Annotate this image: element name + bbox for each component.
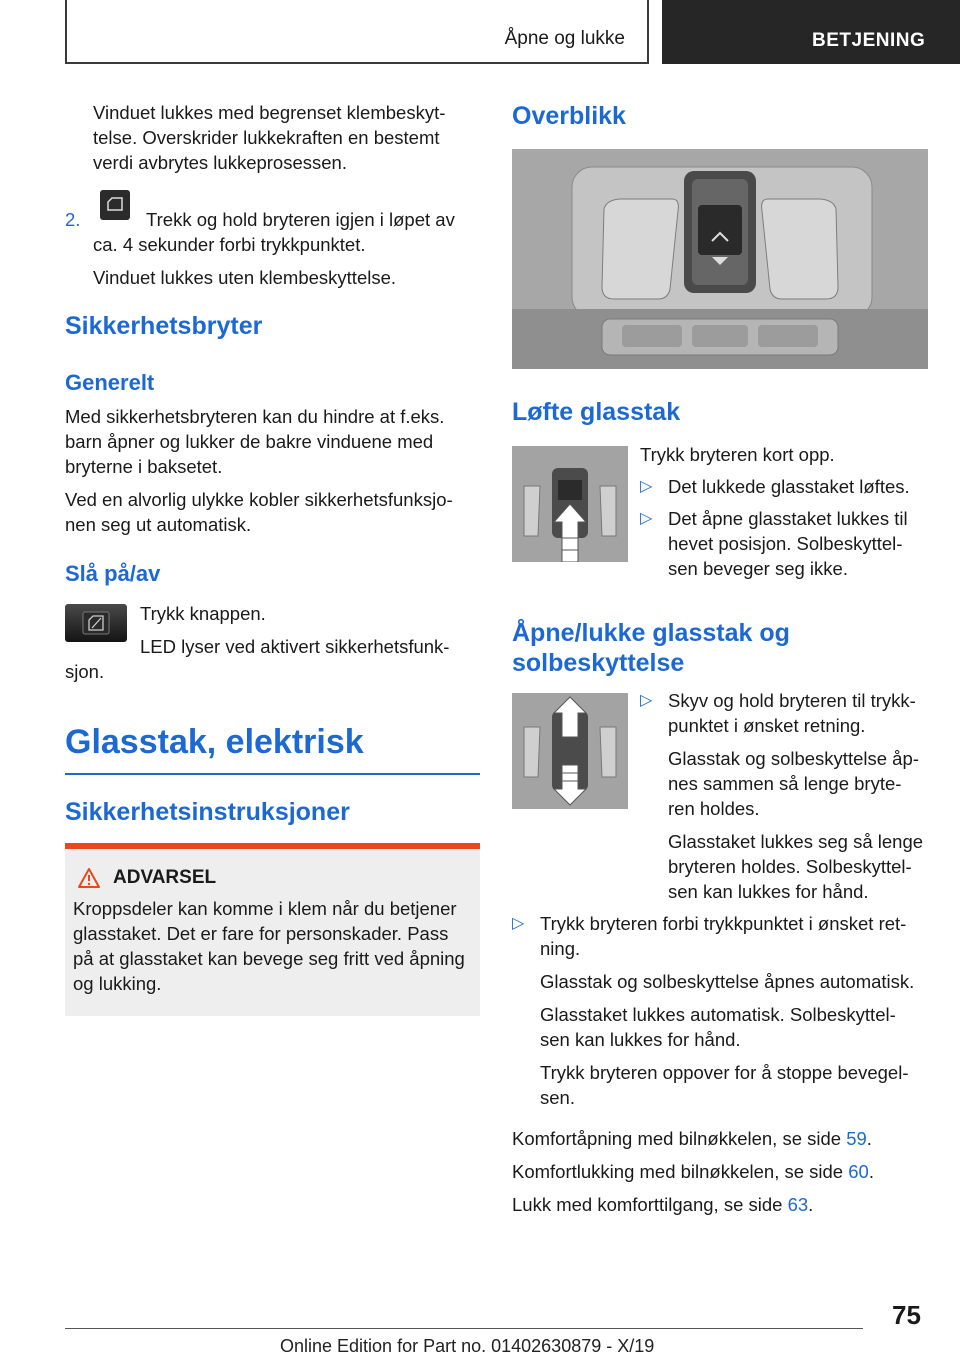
text-line: nes sammen så lenge bryte- xyxy=(668,773,902,794)
onoff-led-line1: LED lyser ved aktivert sikkerhetsfunk- xyxy=(140,636,450,657)
intro-paragraph xyxy=(93,100,473,175)
list-item xyxy=(640,506,930,581)
text-line: Kroppsdeler kan komme i klem når du betjener xyxy=(73,898,457,919)
header-section-box xyxy=(65,0,649,64)
text-line: nen seg ut automatisk. xyxy=(65,514,252,535)
open-close-list-2 xyxy=(512,911,932,1110)
page-number: 75 xyxy=(892,1300,921,1330)
page-link-59[interactable]: 59 xyxy=(846,1128,867,1149)
text-line: bryterne i baksetet. xyxy=(65,456,223,477)
general-paragraph xyxy=(65,404,475,479)
text-line: verdi avbrytes lukkeprosessen. xyxy=(93,152,347,173)
text-line: Det åpne glasstaket lukkes til xyxy=(668,508,908,529)
list-item: ▷ Det lukkede glasstaket løftes. xyxy=(640,476,910,497)
text-line: Med sikkerhetsbryteren kan du hindre at f.eks. xyxy=(65,406,445,427)
page-link-63[interactable]: 63 xyxy=(787,1194,809,1215)
safety-switch-button-image xyxy=(65,604,127,642)
reference-comfort-close: Komfortlukking med bilnøkkelen, se side 60. xyxy=(512,1161,874,1182)
list-item xyxy=(640,688,930,904)
header-chapter-box xyxy=(662,0,960,64)
heading-open-close-2: solbeskyttelse xyxy=(512,649,685,677)
open-close-list-1 xyxy=(640,688,930,904)
text-line: ning. xyxy=(540,938,581,959)
heading-on-off: Slå på/av xyxy=(65,561,161,586)
text-line: Glasstak og solbeskyttelse åpnes automatisk. xyxy=(540,971,915,992)
text-line: punktet i ønsket retning. xyxy=(668,715,866,736)
general-paragraph-2 xyxy=(65,487,475,537)
text-line: Glasstaket lukkes automatisk. Solbeskyttel- xyxy=(540,1004,896,1025)
step-number: 2. xyxy=(65,209,81,230)
text-line: barn åpner og lukker de bakre vinduene med xyxy=(65,431,434,452)
text-line: sen kan lukkes for hånd. xyxy=(540,1029,741,1050)
warning-box xyxy=(65,849,480,1016)
raise-list xyxy=(640,474,930,581)
footer-edition: Online Edition for Part no. 01402630879 - X/19 xyxy=(280,1336,655,1356)
onoff-led-line2: sjon. xyxy=(65,661,105,682)
text-line: og lukking. xyxy=(73,973,162,994)
onoff-press: Trykk knappen. xyxy=(140,603,266,624)
text-line: sen beveger seg ikke. xyxy=(668,558,848,579)
text-line: glasstaket. Det er fare for personskader. Pass xyxy=(73,923,449,944)
heading-open-close-1: Åpne/lukke glasstak og xyxy=(512,619,790,647)
heading-safety-instructions: Sikkerhetsinstruksjoner xyxy=(65,798,350,826)
step2-note: Vinduet lukkes uten klembeskyttelse. xyxy=(93,267,397,288)
warning-triangle-icon xyxy=(77,867,101,889)
reference-comfort-open: Komfortåpning med bilnøkkelen, se side 59. xyxy=(512,1128,872,1149)
text-line: Glasstak og solbeskyttelse åp- xyxy=(668,748,919,769)
heading-raise-roof: Løfte glasstak xyxy=(512,398,681,426)
heading-overview: Overblikk xyxy=(512,102,626,130)
text-line: Vinduet lukkes med begrenset klembeskyt- xyxy=(93,102,446,123)
step2-line1: Trekk og hold bryteren igjen i løpet av xyxy=(146,209,455,230)
page-link-60[interactable]: 60 xyxy=(848,1161,869,1182)
list-item xyxy=(512,911,932,1110)
header-chapter-title: BETJENING xyxy=(812,30,926,51)
text-line: Ved en alvorlig ulykke kobler sikkerhetsfunksjo- xyxy=(65,489,453,510)
text-line: telse. Overskrider lukkekraften en bestemt xyxy=(93,127,440,148)
step2-line2: ca. 4 sekunder forbi trykkpunktet. xyxy=(93,234,366,255)
window-switch-icon xyxy=(100,190,130,220)
heading-general: Generelt xyxy=(65,370,155,395)
bullet-triangle-icon: ▷ xyxy=(640,510,653,527)
text-line: sen kan lukkes for hånd. xyxy=(668,881,869,902)
heading-safety-switch: Sikkerhetsbryter xyxy=(65,312,263,340)
cross-references xyxy=(512,1126,932,1217)
footer-rule xyxy=(65,1328,863,1329)
text-line: bryteren holdes. Solbeskyttel- xyxy=(668,856,912,877)
bullet-triangle-icon: ▷ xyxy=(640,692,653,709)
bullet-triangle-icon: ▷ xyxy=(640,478,653,495)
text-line: ren holdes. xyxy=(668,798,760,819)
heading-glass-roof: Glasstak, elektrisk xyxy=(65,723,364,761)
text-line: Trykk bryteren forbi trykkpunktet i ønsket ret- xyxy=(540,913,907,934)
text-line: Glasstaket lukkes seg så lenge xyxy=(668,831,924,852)
text-line: hevet posisjon. Solbeskyttel- xyxy=(668,533,903,554)
text-line: på at glasstaket kan bevege seg fritt ved åpning xyxy=(73,948,465,969)
text-line: Skyv og hold bryteren til trykk- xyxy=(668,690,916,711)
text-line: Trykk bryteren oppover for å stoppe bevegel- xyxy=(540,1062,909,1083)
section-divider xyxy=(65,773,480,775)
reference-comfort-access: Lukk med komforttilgang, se side 63. xyxy=(512,1194,814,1215)
bullet-triangle-icon: ▷ xyxy=(512,915,525,932)
header-section-title: Åpne og lukke xyxy=(504,28,625,49)
text-line: sen. xyxy=(540,1087,575,1108)
open-close-switch-image xyxy=(512,693,628,809)
raise-text: Trykk bryteren kort opp. xyxy=(640,444,835,465)
warning-title: ADVARSEL xyxy=(113,867,217,888)
raise-roof-switch-image xyxy=(512,446,628,562)
overhead-console-photo xyxy=(512,149,928,369)
